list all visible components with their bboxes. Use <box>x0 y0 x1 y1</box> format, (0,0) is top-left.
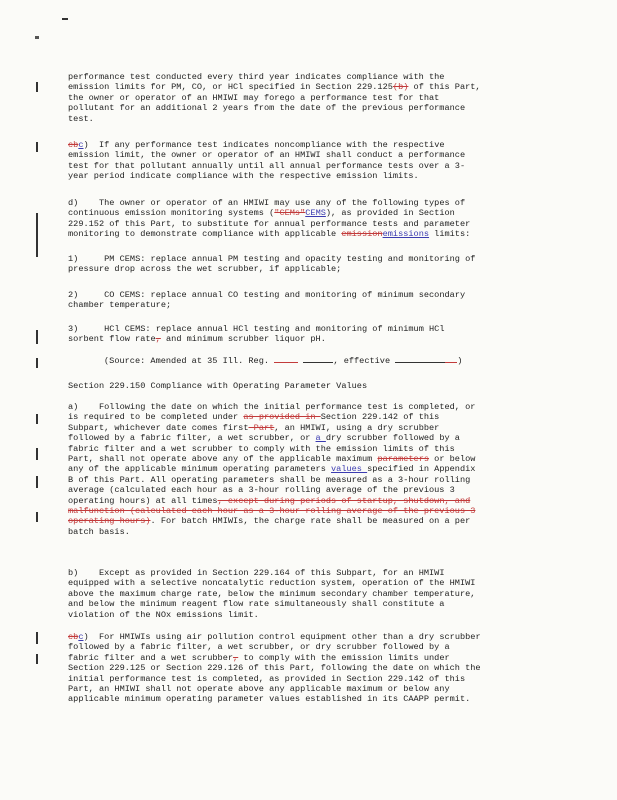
change-bar <box>36 82 38 92</box>
change-bar <box>36 512 38 522</box>
section-heading: Section 229.150 Compliance with Operating Parameter Values <box>68 381 368 391</box>
list-item: 3) HCl CEMS: replace annual HCl testing and monitoring of minimum HCl sorbent flow rate, and minimum scrubber liquor pH. <box>68 324 445 345</box>
page-dash-mark <box>62 18 68 20</box>
list-item: 2) CO CEMS: replace annual CO testing and monitoring of minimum secondary chamber temperature; <box>68 290 466 311</box>
list-item: 1) PM CEMS: replace annual PM testing and opacity testing and monitoring of pressure drop across the wet scrubber, if applicable; <box>68 254 476 275</box>
page-corner-mark <box>35 36 39 39</box>
change-bar <box>36 476 38 488</box>
paragraph-a: a) Following the date on which the initial performance test is completed, or is required to be completed under as provided in Section 229.142 of this Subpart, whichever date comes first Part, an HMIWI, using a dry scrubber followed by a fabric filter, a wet scrubber, or a dry scrubber followed by a fabric filter and a wet scrubber to comply with the emission limits of this Part, shall not operate above any of the applicable maximum parameters or below any of the applicable minimum operating parameters values specified in Appendix B of this Part. All operating parameters shall be measured as a 3-hour rolling average (calculated each hour as a 3-hour rolling average of the previous 3 operating hours) at all times, except during periods of startup, shutdown, and malfunction (calculated each hour as a 3-hour rolling average of the previous 3 operating hours). For batch HMIWIs, the charge rate shall be measured on a per batch basis. <box>68 402 476 537</box>
paragraph-intro: performance test conducted every third year indicates compliance with the emission limits for PM, CO, or HCl specified in Section 229.125(b) of this Part, the owner or operator of an HMIWI may forego a performance test for that pollutant for an additional 2 years from the date of the previous performance test. <box>68 72 481 124</box>
change-bar <box>36 213 38 257</box>
source-note: (Source: Amended at 35 Ill. Reg. , effective ) <box>104 356 463 366</box>
paragraph-b: b) Except as provided in Section 229.164 of this Subpart, for an HMIWI equipped with a selective noncatalytic reduction system, operation of the HMIWI above the maximum charge rate, below the minimum secondary chamber temperature, and below the minimum reagent flow rate simultaneously shall constitute a violation of the NOx emissions limit. <box>68 568 476 620</box>
change-bar <box>36 142 38 152</box>
paragraph-c2: cbc) For HMIWIs using air pollution control equipment other than a dry scrubber followed by a fabric filter, a wet scrubber, or dry scrubber followed by a fabric filter and a wet scrubber, to comply with the emission limits under Section 229.125 or Section 229.126 of this Part, following the date on which the initial performance test is completed, as provided in Section 229.142 of this Part, an HMIWI shall not operate above any applicable maximum or below any applicable minimum operating parameter values established in its CAAPP permit. <box>68 632 481 705</box>
change-bar <box>36 330 38 344</box>
change-bar <box>36 414 38 424</box>
change-bar <box>36 358 38 368</box>
change-bar <box>36 654 38 664</box>
change-bar <box>36 632 38 644</box>
paragraph-d: d) The owner or operator of an HMIWI may use any of the following types of continuous emission monitoring systems ("CEMs"CEMS), as provided in Section 229.152 of this Part, to substitute for annual performance tests and parameter monitoring to demonstrate compliance with applicable emissionemissions limits: <box>68 198 471 240</box>
change-bar <box>36 448 38 460</box>
paragraph-c: cbc) If any performance test indicates noncompliance with the respective emission limit, the owner or operator of an HMIWI shall conduct a performance test for that pollutant annually until all annual performance tests over a 3- year period indicate compliance with the respective emission limits. <box>68 140 466 182</box>
